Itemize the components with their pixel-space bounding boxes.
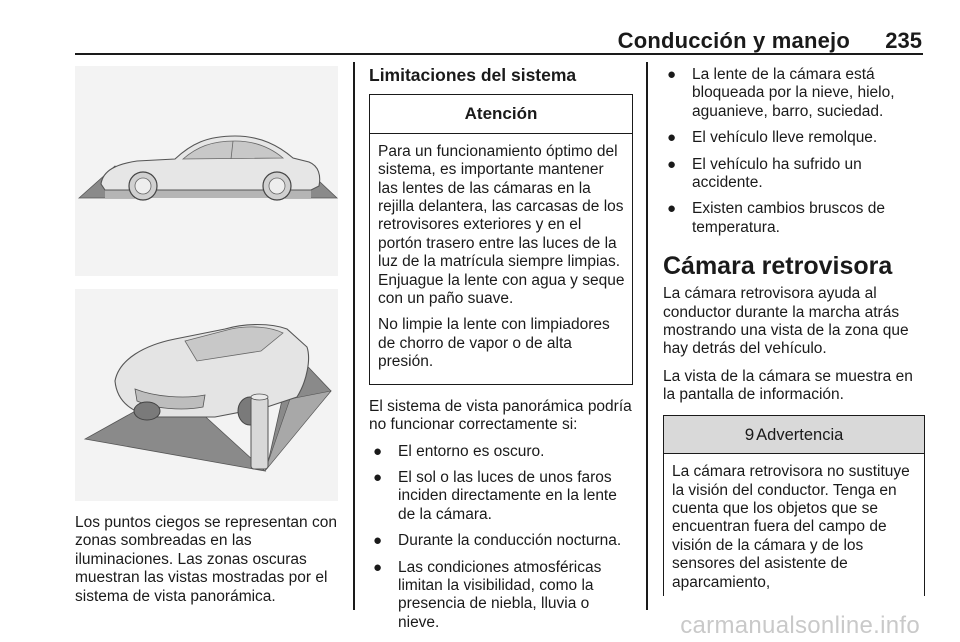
bullet-icon: ● [373, 468, 383, 486]
column-divider-left [353, 62, 355, 610]
bullet-icon: ● [667, 200, 677, 218]
car-side-view-illustration [75, 66, 338, 276]
warning-box-header [664, 416, 924, 454]
bullet-icon: ● [667, 155, 677, 173]
list-item: ● Las condiciones atmosféricas limitan la visibilidad, como la presencia de niebla, lluvia o nieve. [373, 558, 602, 631]
list-item: ● El vehículo lleve remolque. [667, 129, 878, 147]
page-number: 235 [885, 28, 922, 53]
limitations-list [369, 443, 633, 633]
bullet-icon: ● [373, 558, 383, 576]
page-header-title: Conducción y manejo [617, 28, 850, 53]
bullet-icon: ● [373, 532, 383, 550]
warning-box-body [664, 454, 924, 596]
car-perspective-view-illustration [75, 289, 338, 501]
warning-box-title: Advertencia [756, 425, 844, 444]
attention-paragraph: Para un funcionamiento óptimo del sistema, es importante mantener las lentes de las cámaras en la rejilla delantera, las carcasas de los retrovisores exteriores y en el portón trasero entre las luces de la luz de la matrícula siempre limpias. Enjuague la lente con agua y seque con un paño suave. [378, 142, 625, 308]
list-item: ● El vehículo ha sufrido un accidente. [667, 155, 862, 192]
car-perspective-view-figure [75, 289, 338, 501]
section-title-rear-camera: Cámara retrovisora [663, 252, 893, 281]
list-item: ● La lente de la cámara está bloqueada por la nieve, hielo, aguanieve, barro, suciedad. [667, 66, 895, 120]
middle-column [369, 66, 633, 640]
header-rule [75, 53, 923, 55]
rear-camera-paragraph: La vista de la cámara se muestra en la pantalla de información. [663, 367, 913, 404]
figure-caption: Los puntos ciegos se representan con zonas sombreadas en las iluminaciones. Las zonas oscuras muestran las vistas mostradas por el sistema de vista panorámica. [75, 514, 337, 605]
warning-box [663, 415, 925, 596]
list-item: ● El sol o las luces de unos faros inciden directamente en la lente de la cámara. [373, 468, 617, 523]
limitations-intro: El sistema de vista panorámica podría no funcionar correctamente si: [369, 397, 632, 434]
list-item: ● El entorno es oscuro. [373, 442, 545, 460]
attention-paragraph: No limpie la lente con limpiadores de chorro de vapor o de alta presión. [378, 316, 610, 371]
bullet-icon: ● [373, 442, 383, 460]
attention-box-title: Atención [370, 95, 632, 133]
bullet-icon: ● [667, 66, 677, 83]
limitations-list-continued [663, 66, 925, 237]
bullet-icon: ● [667, 129, 677, 147]
column-divider-right [646, 62, 648, 610]
watermark: carmanualsonline.info [680, 612, 920, 639]
warning-triangle-icon: 9 [744, 424, 755, 444]
rear-camera-paragraph: La cámara retrovisora ayuda al conductor durante la marcha atrás mostrando una vista de la zona que hay detrás del vehículo. [663, 285, 909, 358]
right-column [663, 66, 925, 596]
car-side-view-figure [75, 66, 338, 276]
pole-obstacle [251, 397, 268, 469]
list-item: ● Durante la conducción nocturna. [373, 532, 622, 550]
list-item: ● Existen cambios bruscos de temperatura. [667, 200, 885, 236]
section-title-limitations: Limitaciones del sistema [369, 65, 577, 85]
attention-box [369, 94, 633, 384]
attention-box-body [370, 134, 632, 384]
warning-text: La cámara retrovisora no sustituye la visión del conductor. Tenga en cuenta que los objetos que se encuentran fuera del campo de visión de la cámara y de los sensores del asistente de aparcamiento, [672, 463, 910, 591]
